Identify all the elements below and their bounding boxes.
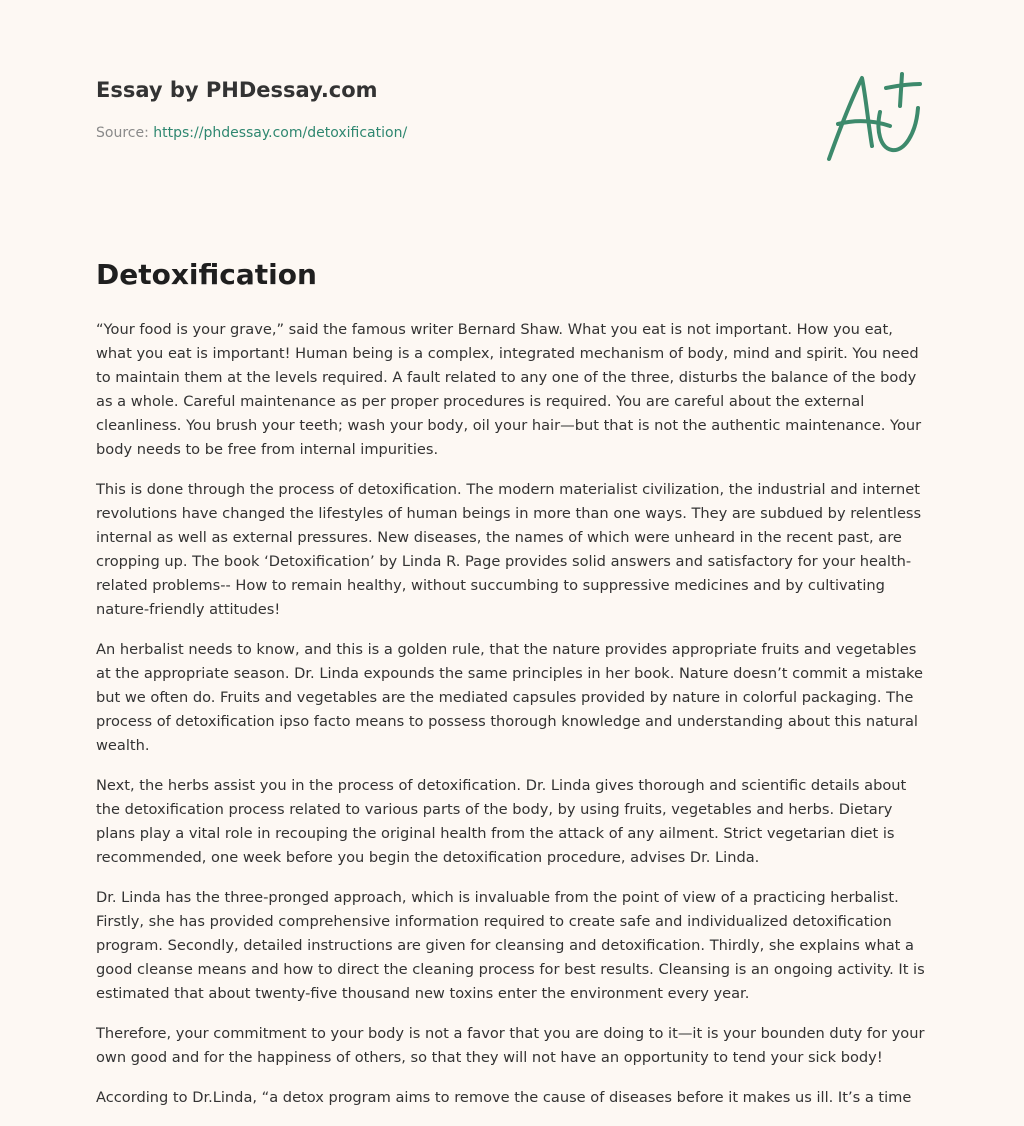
source-label: Source: <box>96 125 149 141</box>
page-header <box>96 76 796 143</box>
site-title: Essay by PHDessay.com <box>96 78 378 102</box>
essay-paragraph-2: This is done through the process of detoxification. The modern materialist civilization, the industrial and internet revolutions have changed the lifestyles of human beings in more than one ways. They are subdued by relentless internal as well as external pressures. New diseases, the names of which were unheard in the recent past, are cropping up. The book ‘Detoxification’ by Linda R. Page provides solid answers and satisfactory for your health-related problems-- How to remain healthy, without succumbing to suppressive medicines and by cultivating nature-friendly attitudes! <box>96 481 922 618</box>
essay-paragraph-1: “Your food is your grave,” said the famous writer Bernard Shaw. What you eat is not important. How you eat, what you eat is important! Human being is a complex, integrated mechanism of body, mind and spirit. You need to maintain them at the levels required. A fault related to any one of the three, disturbs the balance of the body as a whole. Careful maintenance as per proper procedures is required. You are careful about the external cleanliness. You brush your teeth; wash your body, oil your hair—but that is not the authentic maintenance. Your body needs to be free from internal impurities. <box>96 321 922 458</box>
essay-title: Detoxification <box>96 258 317 291</box>
essay-paragraph-6: Therefore, your commitment to your body is not a favor that you are doing to it—it is your bounden duty for your own good and for the happiness of others, so that they will not have an opportunity to tend your sick body! <box>96 1025 925 1066</box>
essay-paragraph-3: An herbalist needs to know, and this is a golden rule, that the nature provides appropriate fruits and vegetables at the appropriate season. Dr. Linda expounds the same principles in her book. Nature doesn’t commit a mistake but we often do. Fruits and vegetables are the mediated capsules provided by nature in colorful packaging. The process of detoxification ipso facto means to possess thorough knowledge and understanding about this natural wealth. <box>96 641 923 754</box>
essay-paragraph-5: Dr. Linda has the three-pronged approach, which is invaluable from the point of view of a practicing herbalist. Firstly, she has provided comprehensive information required to create safe and individualized detoxification program. Secondly, detailed instructions are given for cleansing and detoxification. Thirdly, she explains what a good cleanse means and how to direct the cleaning process for best results. Cleansing is an ongoing activity. It is estimated that about twenty-five thousand new toxins enter the environment every year. <box>96 889 925 1002</box>
essay-paragraph-4: Next, the herbs assist you in the process of detoxification. Dr. Linda gives thorough and scientific details about the detoxification process related to various parts of the body, by using fruits, vegetables and herbs. Dietary plans play a vital role in recouping the original health from the attack of any ailment. Strict vegetarian diet is recommended, one week before you begin the detoxification procedure, advises Dr. Linda. <box>96 777 907 866</box>
source-line <box>96 123 796 143</box>
essay-paragraph-7: According to Dr.Linda, “a detox program aims to remove the cause of diseases before it makes us ill. It’s a time <box>96 1089 912 1106</box>
a-plus-logo-icon <box>820 64 930 168</box>
source-link[interactable]: https://phdessay.com/detoxification/ <box>153 125 408 141</box>
essay-body <box>96 256 930 1126</box>
